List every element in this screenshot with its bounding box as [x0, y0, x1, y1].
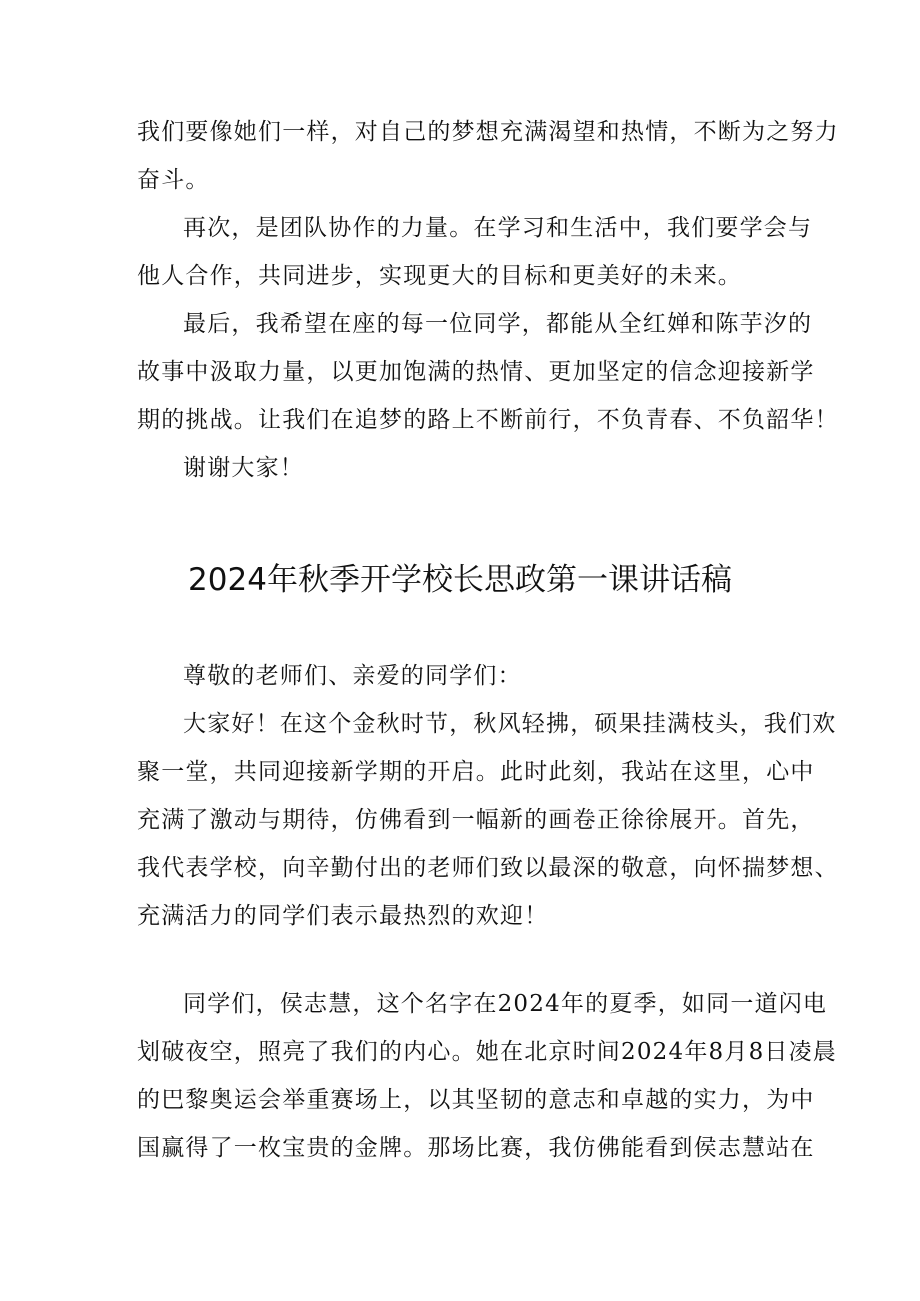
text-line: 我代表学校，向辛勤付出的老师们致以最深的敬意，向怀揣梦想、 [137, 855, 839, 881]
document-title: 2024年秋季开学校长思政第一课讲话稿 [188, 562, 732, 598]
paragraph-line: 最后，我希望在座的每一位同学，都能从全红婵和陈芋汐的 [183, 311, 813, 337]
text-line: 他人合作，共同进步，实现更大的目标和更美好的未来。 [137, 263, 742, 289]
text-line: 我们要像她们一样，对自己的梦想充满渴望和热情，不断为之努力 [137, 119, 839, 145]
text-line: 期的挑战。让我们在追梦的路上不断前行，不负青春、不负韶华！ [137, 407, 839, 433]
text-line: 充满活力的同学们表示最热烈的欢迎！ [137, 903, 549, 929]
paragraph-line: 再次，是团队协作的力量。在学习和生活中，我们要学会与 [183, 215, 813, 241]
text-line: 奋斗。 [137, 167, 210, 193]
paragraph-line: 同学们，侯志慧，这个名字在2024年的夏季，如同一道闪电 [183, 991, 828, 1017]
closing-line: 谢谢大家！ [183, 455, 304, 481]
text-line: 的巴黎奥运会举重赛场上，以其坚韧的意志和卓越的实力，为中 [137, 1087, 815, 1113]
text-line: 充满了激动与期待，仿佛看到一幅新的画卷正徐徐展开。首先， [137, 807, 815, 833]
paragraph-line: 大家好！在这个金秋时节，秋风轻拂，硕果挂满枝头，我们欢 [183, 711, 837, 737]
text-line: 划破夜空，照亮了我们的内心。她在北京时间2024年8月8日凌晨 [137, 1039, 837, 1065]
text-line: 聚一堂，共同迎接新学期的开启。此时此刻，我站在这里，心中 [137, 759, 815, 785]
text-line: 故事中汲取力量，以更加饱满的热情、更加坚定的信念迎接新学 [137, 359, 815, 385]
salutation: 尊敬的老师们、亲爱的同学们： [183, 663, 522, 689]
text-line: 国赢得了一枚宝贵的金牌。那场比赛，我仿佛能看到侯志慧站在 [137, 1135, 815, 1161]
